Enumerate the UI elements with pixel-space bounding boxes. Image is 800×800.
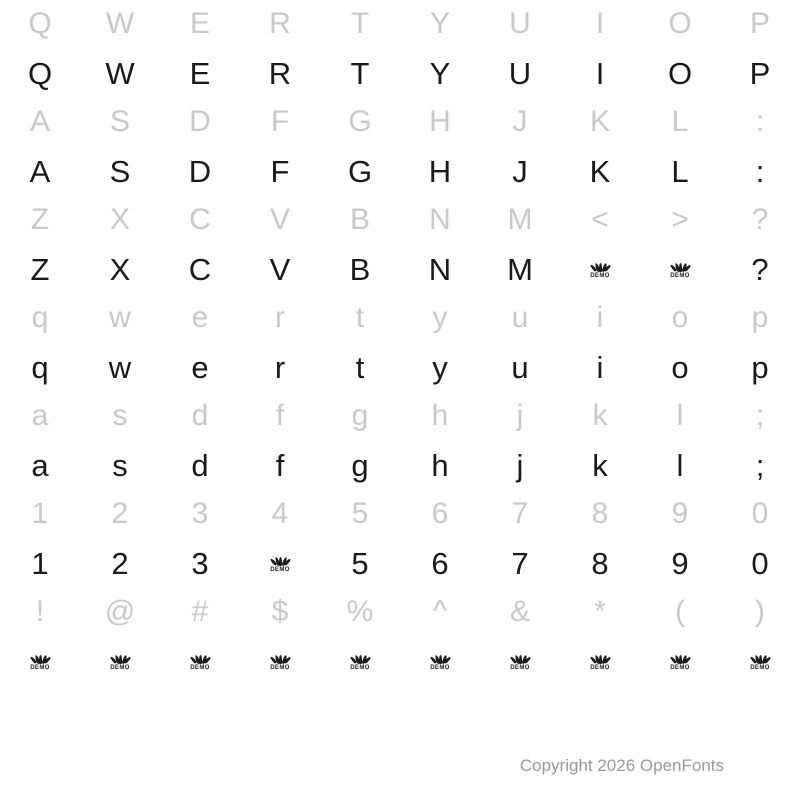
reference-char: H xyxy=(429,105,451,138)
reference-char: 7 xyxy=(511,497,529,530)
demo-watermark-icon xyxy=(320,636,400,686)
rendered-char: 5 xyxy=(351,545,369,581)
demo-watermark-label: DEMO xyxy=(590,665,610,671)
reference-char: M xyxy=(507,203,533,236)
reference-char: D xyxy=(189,105,211,138)
rendered-char: 3 xyxy=(191,545,209,581)
reference-char: ! xyxy=(35,595,45,628)
rendered-char: O xyxy=(667,55,693,91)
reference-char: A xyxy=(29,105,50,138)
rendered-char: A xyxy=(29,153,51,189)
reference-char: < xyxy=(591,203,609,236)
demo-watermark-label: DEMO xyxy=(30,665,50,671)
demo-watermark-icon xyxy=(720,636,800,686)
rendered-char: X xyxy=(109,251,131,287)
rendered-char: 7 xyxy=(511,545,529,581)
rendered-char: T xyxy=(350,55,370,91)
rendered-char: p xyxy=(751,349,769,385)
reference-char: # xyxy=(191,595,209,628)
demo-watermark-label: DEMO xyxy=(510,665,530,671)
rendered-char: B xyxy=(349,251,371,287)
demo-watermark-label: DEMO xyxy=(670,665,690,671)
rendered-char: M xyxy=(507,251,533,287)
reference-char: E xyxy=(189,7,210,40)
demo-watermark-icon xyxy=(480,636,560,686)
rendered-char: H xyxy=(428,153,452,189)
reference-char: 4 xyxy=(271,497,289,530)
reference-char: K xyxy=(589,105,610,138)
reference-char: I xyxy=(595,7,605,40)
reference-char: j xyxy=(516,399,524,432)
reference-char: 5 xyxy=(351,497,369,530)
reference-char: V xyxy=(269,203,290,236)
rendered-char: G xyxy=(347,153,373,189)
reference-char: Q xyxy=(28,7,52,40)
reference-char: ? xyxy=(751,203,769,236)
rendered-char: q xyxy=(31,349,49,385)
rendered-char: J xyxy=(512,153,528,189)
rendered-char: Q xyxy=(27,55,53,91)
reference-char: B xyxy=(349,203,370,236)
rendered-char: o xyxy=(671,349,689,385)
rendered-char: Z xyxy=(30,251,50,287)
rendered-char: 8 xyxy=(591,545,609,581)
rendered-char: i xyxy=(596,349,604,385)
reference-char: a xyxy=(31,399,49,432)
rendered-char: f xyxy=(275,447,285,483)
rendered-char: U xyxy=(508,55,532,91)
demo-watermark-icon xyxy=(240,538,320,588)
rendered-char: ? xyxy=(751,251,769,287)
rendered-char: y xyxy=(432,349,448,385)
reference-char: & xyxy=(509,595,530,628)
reference-char: X xyxy=(109,203,130,236)
rendered-char: C xyxy=(188,251,212,287)
reference-char: @ xyxy=(104,595,136,628)
demo-watermark-label: DEMO xyxy=(350,665,370,671)
rendered-char: j xyxy=(516,447,524,483)
demo-watermark-icon xyxy=(640,244,720,294)
reference-char: i xyxy=(596,301,604,334)
reference-char: 1 xyxy=(31,497,49,530)
rendered-char: S xyxy=(109,153,131,189)
reference-char: S xyxy=(109,105,130,138)
rendered-char: L xyxy=(671,153,689,189)
reference-char: p xyxy=(751,301,769,334)
demo-watermark-label: DEMO xyxy=(750,665,770,671)
reference-char: G xyxy=(348,105,372,138)
reference-char: 9 xyxy=(671,497,689,530)
reference-char: > xyxy=(671,203,689,236)
rendered-char: F xyxy=(270,153,290,189)
reference-char: U xyxy=(509,7,531,40)
rendered-char: l xyxy=(676,447,684,483)
reference-char: ; xyxy=(755,399,765,432)
rendered-char: Y xyxy=(429,55,451,91)
reference-char: 8 xyxy=(591,497,609,530)
demo-watermark-label: DEMO xyxy=(270,665,290,671)
rendered-char: w xyxy=(108,349,132,385)
rendered-char: s xyxy=(112,447,128,483)
demo-watermark-label: DEMO xyxy=(270,567,290,573)
reference-char: ^ xyxy=(432,595,448,628)
reference-char: F xyxy=(270,105,290,138)
reference-char: d xyxy=(191,399,209,432)
rendered-char: D xyxy=(188,153,212,189)
copyright-notice: Copyright 2026 OpenFonts xyxy=(519,756,724,775)
reference-char: L xyxy=(671,105,689,138)
reference-char: ) xyxy=(755,595,765,628)
rendered-char: P xyxy=(749,55,771,91)
reference-char: l xyxy=(676,399,684,432)
rendered-char: a xyxy=(31,447,49,483)
reference-char: e xyxy=(191,301,209,334)
reference-char: u xyxy=(511,301,529,334)
reference-char: g xyxy=(351,399,369,432)
rendered-char: R xyxy=(268,55,292,91)
rendered-char: h xyxy=(431,447,449,483)
rendered-char: : xyxy=(755,153,765,189)
rendered-char: 0 xyxy=(751,545,769,581)
demo-watermark-label: DEMO xyxy=(590,273,610,279)
reference-char: r xyxy=(275,301,285,334)
rendered-char: e xyxy=(191,349,209,385)
rendered-char: 9 xyxy=(671,545,689,581)
reference-char: s xyxy=(112,399,128,432)
reference-char: C xyxy=(189,203,211,236)
reference-char: 2 xyxy=(111,497,129,530)
demo-watermark-icon xyxy=(80,636,160,686)
rendered-char: u xyxy=(511,349,529,385)
reference-char: % xyxy=(346,595,374,628)
reference-char: t xyxy=(355,301,365,334)
rendered-char: W xyxy=(105,55,135,91)
rendered-char: g xyxy=(351,447,369,483)
demo-watermark-icon xyxy=(240,636,320,686)
reference-char: Y xyxy=(429,7,450,40)
rendered-char: K xyxy=(589,153,611,189)
rendered-char: 2 xyxy=(111,545,129,581)
demo-watermark-label: DEMO xyxy=(430,665,450,671)
rendered-char: r xyxy=(274,349,286,385)
demo-watermark-icon xyxy=(400,636,480,686)
rendered-char: E xyxy=(189,55,211,91)
reference-char: R xyxy=(269,7,291,40)
demo-watermark-label: DEMO xyxy=(670,273,690,279)
reference-char: Z xyxy=(30,203,50,236)
rendered-char: I xyxy=(595,55,605,91)
reference-char: o xyxy=(671,301,689,334)
reference-char: O xyxy=(668,7,692,40)
rendered-char: V xyxy=(269,251,291,287)
demo-watermark-icon xyxy=(640,636,720,686)
demo-watermark-label: DEMO xyxy=(190,665,210,671)
reference-char: W xyxy=(105,7,135,40)
reference-char: 6 xyxy=(431,497,449,530)
demo-watermark-icon xyxy=(560,244,640,294)
reference-char: * xyxy=(594,595,606,628)
demo-watermark-icon xyxy=(0,636,80,686)
reference-char: 3 xyxy=(191,497,209,530)
reference-char: h xyxy=(431,399,449,432)
rendered-char: k xyxy=(592,447,608,483)
reference-char: T xyxy=(350,7,370,40)
rendered-char: 6 xyxy=(431,545,449,581)
rendered-char: d xyxy=(191,447,209,483)
reference-char: 0 xyxy=(751,497,769,530)
rendered-char: N xyxy=(428,251,452,287)
reference-char: ( xyxy=(675,595,685,628)
reference-char: : xyxy=(755,105,765,138)
reference-char: y xyxy=(432,301,448,334)
reference-char: w xyxy=(109,301,131,334)
reference-char: f xyxy=(275,399,285,432)
demo-watermark-icon xyxy=(560,636,640,686)
reference-char: k xyxy=(592,399,608,432)
reference-char: J xyxy=(512,105,528,138)
reference-char: $ xyxy=(271,595,289,628)
reference-char: N xyxy=(429,203,451,236)
reference-char: q xyxy=(31,301,49,334)
rendered-char: t xyxy=(355,349,365,385)
rendered-char: 1 xyxy=(31,545,49,581)
demo-watermark-label: DEMO xyxy=(110,665,130,671)
demo-watermark-icon xyxy=(160,636,240,686)
reference-char: P xyxy=(749,7,770,40)
rendered-char: ; xyxy=(755,447,765,483)
